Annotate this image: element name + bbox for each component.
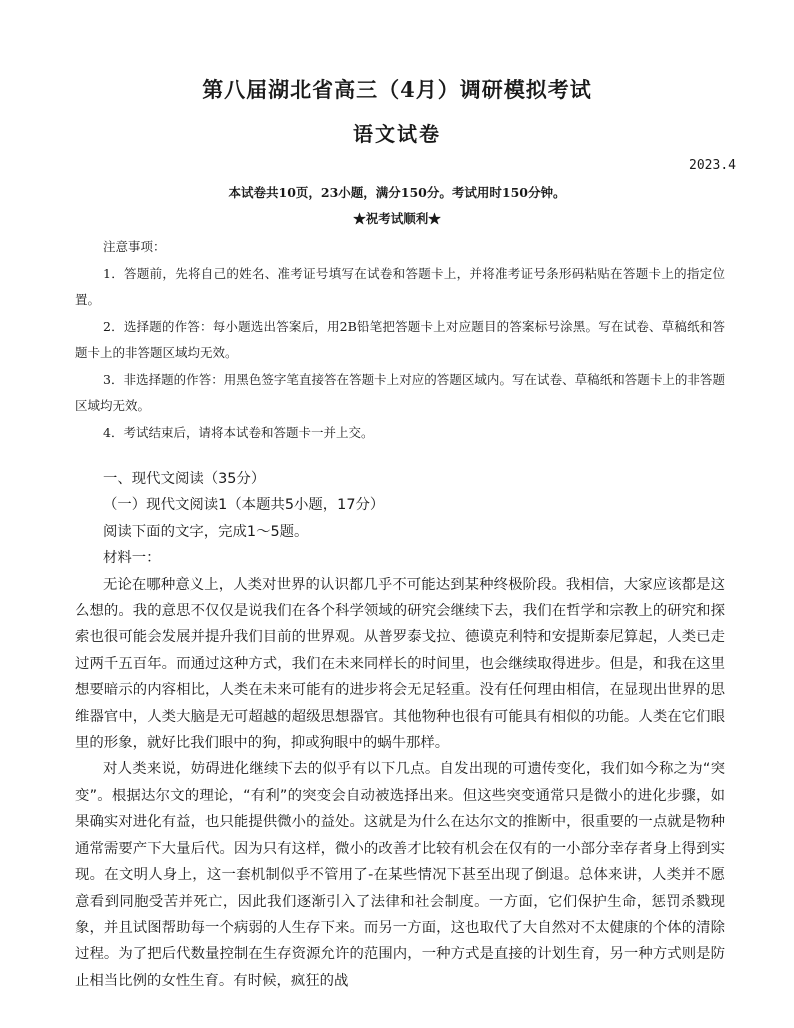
body-paragraph: 对人类来说，妨碍进化继续下去的似乎有以下几点。自发出现的可遗传变化，我们如今称之为“突变”。根据达尔文的理论，“有利”的突变会自动被选择出来。但这些突变通常只是微小的进化步骤，如果确实对进化有益，也只能提供微小的益处。这就是为什么在达尔文的推断中，很重要的一点就是物种通常需要产下大量后代。因为只有这样，微小的改善才比较有机会在仅有的一小部分幸存者身上得到实现。在文明人身上，这一套机制似乎不管用了-在某些情况下甚至出现了倒退。总体来讲，人类并不愿意看到同胞受苦并死亡，因此我们逐渐引入了法律和社会制度。一方面，它们保护生命，惩罚杀戮现象，并且试图帮助每一个病弱的人生存下来。而另一方面，这也取代了大自然对不太健康的个体的清除过程。为了把后代数量控制在生存资源允许的范围内，一种方式是直接的计划生育，另一种方式则是防止相当比例的女性生育。有时候，疯狂的战 xyxy=(75,761,725,989)
exam-date: 2023.4 xyxy=(689,158,736,173)
reading-section xyxy=(75,466,725,994)
notes-item: 2．选择题的作答：每小题选出答案后，用2B铅笔把答题卡上对应题目的答案标号涂黑。写在试卷、草稿纸和答题卡上的非答题区域均无效。 xyxy=(75,318,725,360)
body-paragraph: 无论在哪种意义上，人类对世界的认识都几乎不可能达到某种终极阶段。我相信，大家应该都是这么想的。我的意思不仅仅是说我们在各个科学领域的研究会继续下去，我们在哲学和宗教上的研究和探索也很可能会发展并提升我们目前的世界观。从普罗泰戈拉、德谟克利特和安提斯泰尼算起，人类已走过两千五百年。而通过这种方式，我们在未来同样长的时间里，也会继续取得进步。但是，和我在这里想要暗示的内容相比，人类在未来可能有的进步将会无足轻重。没有任何理由相信，在显现出世界的思维器官中，人类大脑是无可超越的超级思想器官。其他物种也很有可能具有相似的功能。人类在它们眼里的形象，就好比我们眼中的狗，抑或狗眼中的蜗牛那样。 xyxy=(75,576,725,752)
section-heading: 一、现代文阅读（35分） xyxy=(103,471,266,487)
exam-title: 第八届湖北省高三（4月）调研模拟考试 xyxy=(202,77,592,102)
exam-info: 本试卷共10页，23小题，满分150分。考试用时150分钟。 xyxy=(228,185,566,200)
notes-item: 4．考试结束后，请将本试卷和答题卡一并上交。 xyxy=(103,424,374,440)
notes-section xyxy=(75,234,725,446)
exam-subtitle: 语文试卷 xyxy=(353,122,441,146)
reading-instruction: 阅读下面的文字，完成1～5题。 xyxy=(103,523,309,540)
notes-item: 3．非选择题的作答：用黑色签字笔直接答在答题卡上对应的答题区域内。写在试卷、草稿纸和答题卡上的非答题区域均无效。 xyxy=(75,371,725,413)
material-label: 材料一： xyxy=(103,550,161,567)
notes-item: 1．答题前，先将自己的姓名、准考证号填写在试卷和答题卡上，并将准考证号条形码粘贴在答题卡上的指定位置。 xyxy=(75,265,725,307)
subsection-heading: （一）现代文阅读1（本题共5小题，17分） xyxy=(103,497,385,514)
notes-heading: 注意事项： xyxy=(103,239,166,254)
exam-wish: ★祝考试顺利★ xyxy=(353,211,441,226)
